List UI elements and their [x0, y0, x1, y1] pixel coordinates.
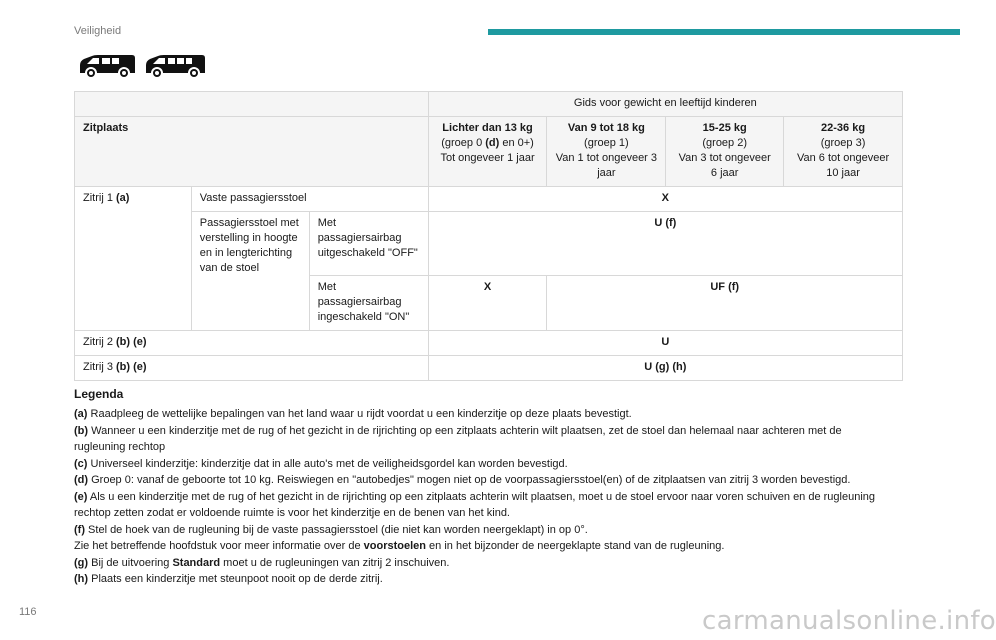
- table-row: [75, 212, 903, 276]
- group-1-group: (groep 1): [584, 137, 629, 149]
- group-0-weight: Lichter dan 13 kg: [442, 122, 533, 134]
- group-2-cell: [666, 117, 784, 187]
- fixed-seat-value: X: [428, 187, 902, 212]
- group-3-group: (groep 3): [820, 137, 866, 149]
- row3-seat: Zitrij 3 (b) (e): [75, 356, 429, 381]
- group-1-age: Van 1 tot ongeveer 3 jaar: [555, 152, 658, 179]
- group-1-weight: Van 9 tot 18 kg: [567, 122, 645, 134]
- row2-seat: Zitrij 2 (b) (e): [75, 331, 429, 356]
- van-long-icon: [144, 54, 206, 80]
- adjustable-seat-label: Passagiersstoel met verstelling in hoogte en in lengterichting van de stoel: [191, 212, 309, 331]
- table-weight-row: [75, 117, 903, 187]
- row1-seat: Zitrij 1 (a): [75, 187, 192, 331]
- child-seat-table: [74, 91, 903, 381]
- table-guide-title: Gids voor gewicht en leeftijd kinderen: [428, 92, 902, 117]
- legend-item-h: (h) Plaats een kinderzitje met steunpoot nooit op de derde zitrij.: [74, 573, 383, 585]
- airbag-off-label: Met passagiersairbag uitgeschakeld "OFF": [309, 212, 428, 276]
- legend-item-e: (e) Als u een kinderzitje met de rug of het gezicht in de rijrichting op een zitplaats achterin wilt plaatsen, moet u de stoel ervoor naar voren schuiven en de rugleuning rechtop zetten zodat er voldoende ruimte is voor het kinderzitje en de benen van het kind.: [74, 490, 876, 519]
- airbag-on-value-group0: X: [428, 276, 547, 331]
- group-2-weight: 15-25 kg: [702, 122, 747, 134]
- group-3-age: Van 6 tot ongeveer 10 jaar: [796, 152, 890, 179]
- legend-title: Legenda: [74, 387, 124, 401]
- page-number: 116: [19, 606, 37, 618]
- airbag-on-label: Met passagiersairbag ingeschakeld "ON": [309, 276, 428, 331]
- group-2-age: Van 3 tot ongeveer 6 jaar: [678, 152, 771, 179]
- row2-value: U: [428, 331, 902, 356]
- group-0-age: Tot ongeveer 1 jaar: [440, 152, 535, 164]
- group-0-cell: [428, 117, 547, 187]
- van-icon: [78, 54, 136, 80]
- fixed-seat-label: Vaste passagiersstoel: [191, 187, 428, 212]
- legend-item-f: (f) Stel de hoek van de rugleuning bij de vaste passagiersstoel (die niet kan worden neergeklapt) in op 0°.: [74, 523, 588, 536]
- legend-item-c: (c) Universeel kinderzitje: kinderzitje dat in alle auto's met de veiligheidsgordel kan worden bevestigd.: [74, 457, 568, 470]
- table-row: [75, 331, 903, 356]
- table-title-row: [75, 92, 903, 117]
- legend-note: Zie het betreffende hoofdstuk voor meer informatie over de voorstoelen en in het bijzonder de neergeklapte stand van de rugleuning.: [74, 540, 725, 552]
- table-row: [75, 187, 903, 212]
- airbag-off-value: U (f): [428, 212, 902, 276]
- group-3-cell: [784, 117, 903, 187]
- legend-item-d: (d) Groep 0: vanaf de geboorte tot 10 kg. Reiswiegen en "autobedjes" mogen niet op de voorpassagiersstoel(en) of de zitplaatsen van zitrij 3 worden bevestigd.: [74, 474, 851, 486]
- legend: [74, 406, 894, 588]
- group-0-group: (groep 0 (d) en 0+): [441, 137, 534, 149]
- group-3-weight: 22-36 kg: [821, 122, 866, 134]
- watermark: carmanualsonline.info: [702, 606, 996, 636]
- vehicle-icons: [78, 54, 206, 80]
- row3-value: U (g) (h): [428, 356, 902, 381]
- header-accent-bar: [488, 29, 960, 35]
- table-row: [75, 356, 903, 381]
- seat-header: Zitplaats: [75, 117, 429, 187]
- group-2-group: (groep 2): [702, 137, 748, 149]
- airbag-on-value-others: UF (f): [547, 276, 903, 331]
- legend-item-a: (a) Raadpleeg de wettelijke bepalingen van het land waar u rijdt voordat u een kinderzitje op deze plaats bevestigt.: [74, 408, 632, 420]
- section-title: Veiligheid: [74, 25, 122, 37]
- table-corner-cell: [75, 92, 429, 117]
- group-1-cell: [547, 117, 666, 187]
- legend-item-g: (g) Bij de uitvoering Standard moet u de rugleuningen van zitrij 2 inschuiven.: [74, 556, 450, 569]
- legend-item-b: (b) Wanneer u een kinderzitje met de rug of het gezicht in de rijrichting op een zitplaats achterin wilt plaatsen, zet de stoel dan helemaal naar achteren met de rugleuning rechtop: [74, 424, 842, 453]
